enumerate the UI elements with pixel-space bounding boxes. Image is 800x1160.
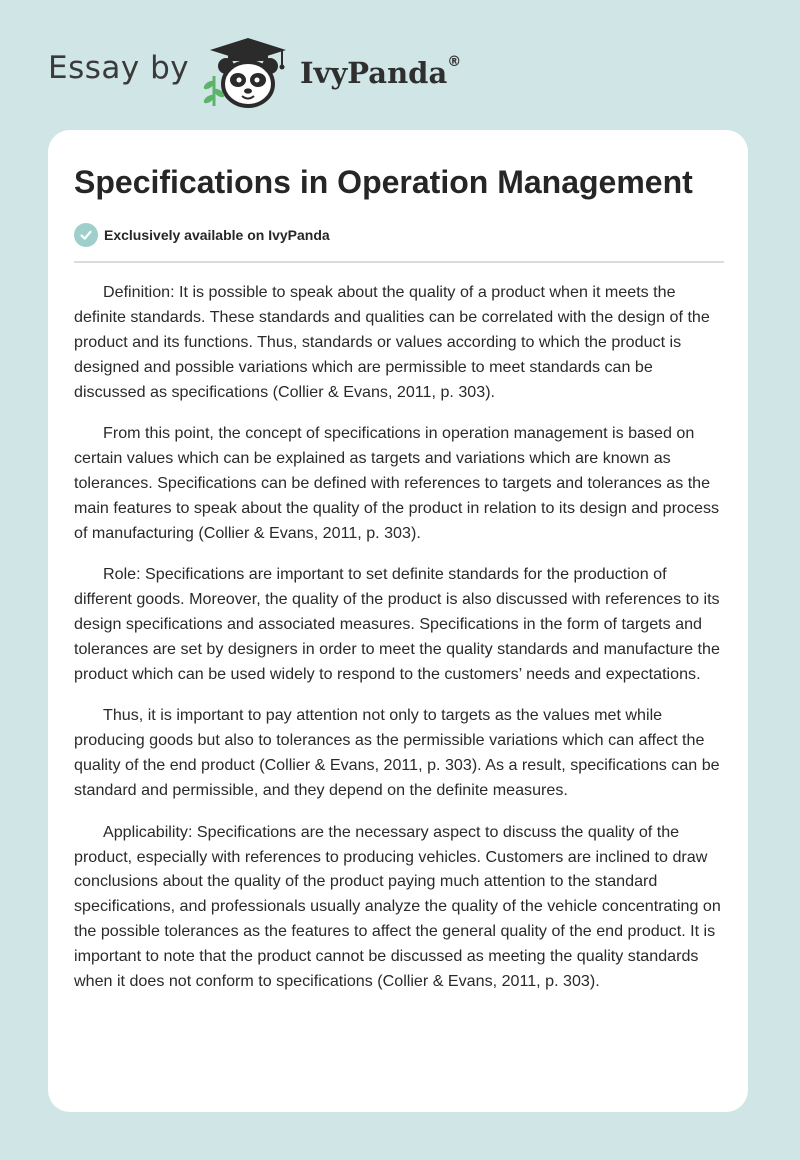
- paragraph: Definition: It is possible to speak about the quality of a product when it meets the definite standards. These standards and qualities can be correlated with the design of the product and its functions. Thus, standards or values according to which the product is designed and possible variations which are permissible to meet standards can be discussed as specifications (Collier & Evans, 2011, p. 303).: [74, 283, 710, 401]
- paragraph: Thus, it is important to pay attention not only to targets as the values met while producing goods but also to tolerances as the permissible variations which can affect the quality of the end product (Collier & Evans, 2011, p. 303). As a result, specifications can be standard and permissible, and they depend on the definite measures.: [74, 706, 720, 800]
- paragraph: Role: Specifications are important to set definite standards for the production of different goods. Moreover, the quality of the product is also discussed with references to its design specifications and associated measures. Specifications in the form of targets and tolerances are set by designers in order to meet the quality standards and manufacture the product which can be used widely to respond to the customers’ needs and expectations.: [74, 565, 720, 683]
- essay-body: [74, 280, 726, 1011]
- paragraph: From this point, the concept of specifications in operation management is based on certain values which can be explained as targets and variations which are known as tolerances. Specifications can be defined with references to targets and tolerances as the main features to speak about the quality of the product in relation to its design and process of manufacturing (Collier & Evans, 2011, p. 303).: [74, 424, 720, 542]
- page-title: Specifications in Operation Management: [74, 164, 693, 200]
- essay-by-label: Essay by: [48, 50, 190, 86]
- exclusive-badge: [74, 222, 330, 248]
- check-icon: [74, 223, 98, 247]
- panda-graduate-icon[interactable]: [202, 36, 294, 110]
- badge-label: Exclusively available on IvyPanda: [104, 227, 330, 243]
- registered-mark: ®: [447, 54, 462, 70]
- paragraph: Applicability: Specifications are the necessary aspect to discuss the quality of the product, especially with references to producing vehicles. Customers are inclined to draw conclusions about the quality of the product paying much attention to the standard specifications, and professionals usually analyze the quality of the vehicle concentrating on the possible tolerances as the features to affect the general quality of the end product. It is important to note that the product cannot be discussed as meeting the quality standards when it does not conform to specifications (Collier & Evans, 2011, p. 303).: [74, 822, 721, 991]
- brand-name[interactable]: [300, 56, 461, 90]
- divider: [74, 261, 724, 263]
- brand-name-text: IvyPanda: [300, 56, 448, 90]
- essay-card: [48, 130, 748, 1112]
- site-header: [0, 0, 800, 120]
